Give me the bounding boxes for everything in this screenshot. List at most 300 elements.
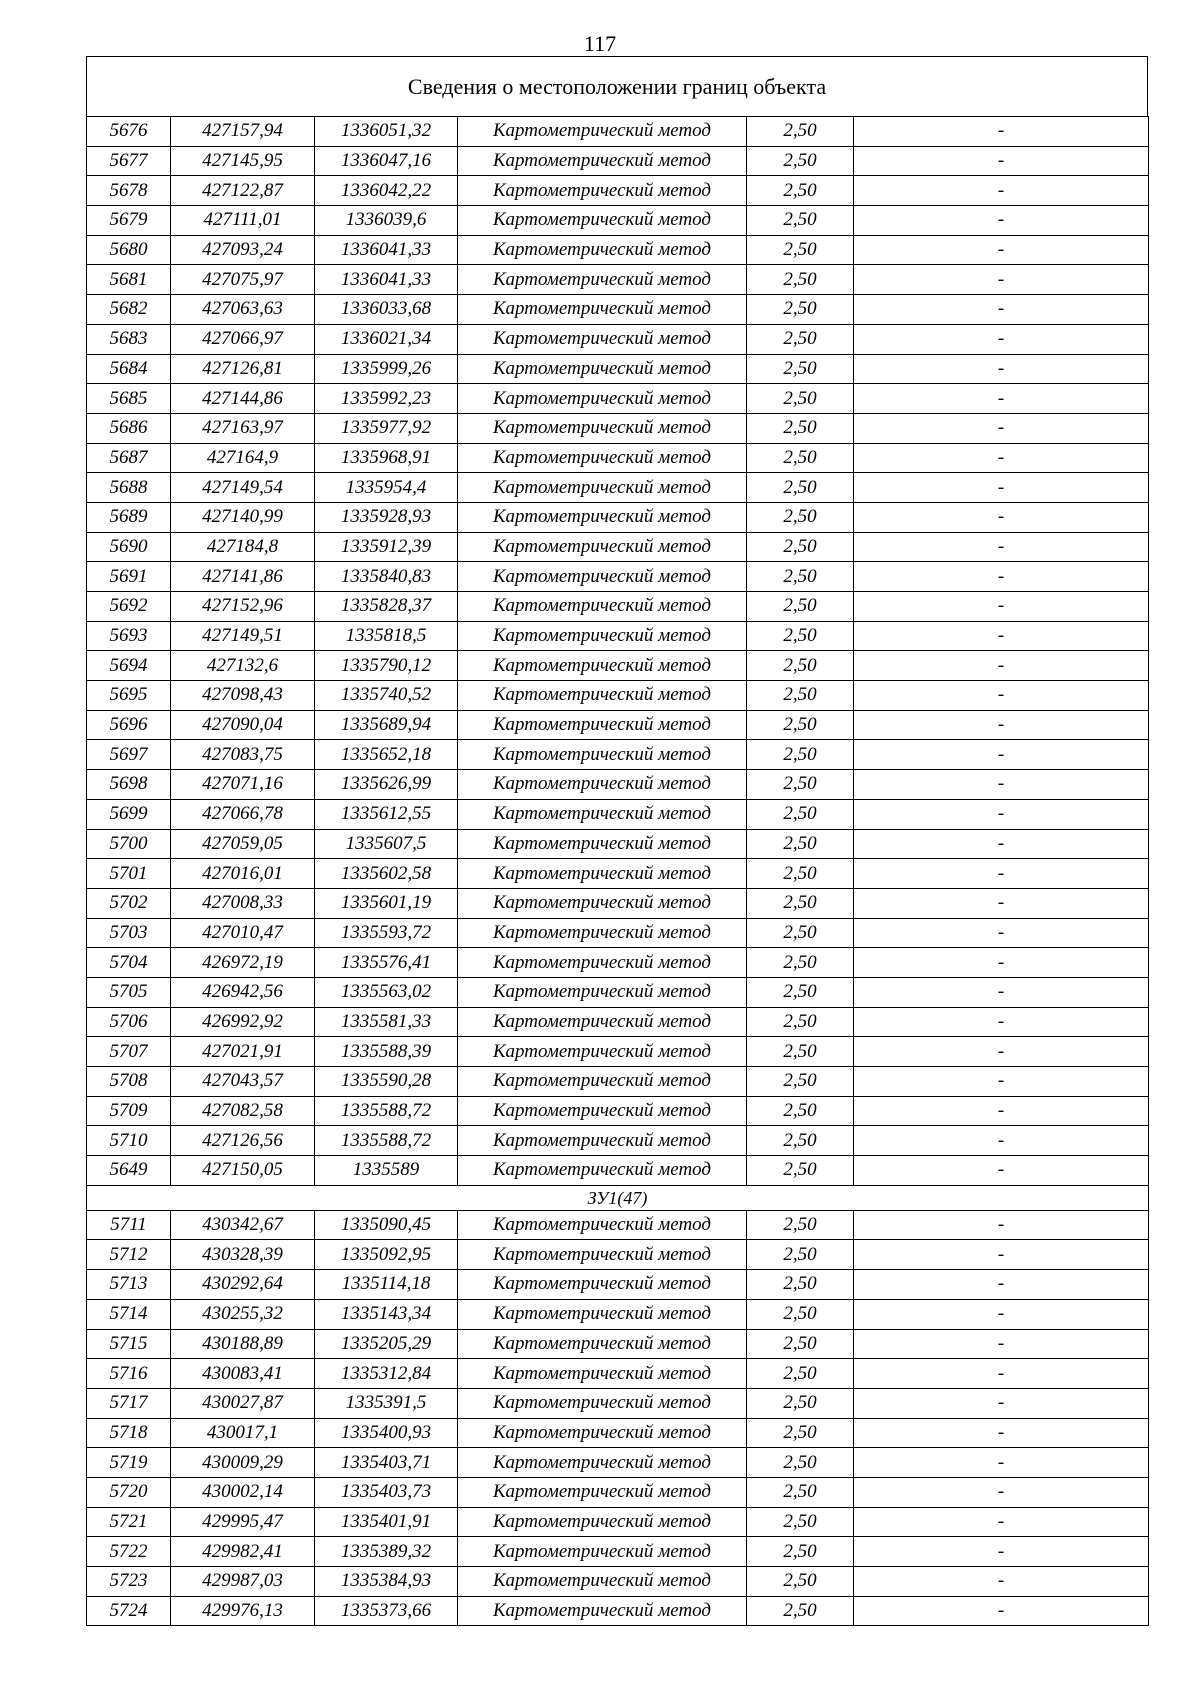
x-coordinate-cell: 430342,67 [171, 1210, 315, 1240]
point-number-cell: 5713 [87, 1270, 171, 1300]
method-cell: Картометрический метод [458, 621, 747, 651]
x-coordinate-cell: 429976,13 [171, 1596, 315, 1626]
y-coordinate-cell: 1335818,5 [315, 621, 458, 651]
y-coordinate-cell: 1335205,29 [315, 1329, 458, 1359]
method-cell: Картометрический метод [458, 859, 747, 889]
y-coordinate-cell: 1335581,33 [315, 1007, 458, 1037]
point-number-cell: 5680 [87, 235, 171, 265]
y-coordinate-cell: 1335588,39 [315, 1037, 458, 1067]
description-cell: - [854, 265, 1149, 295]
method-cell: Картометрический метод [458, 235, 747, 265]
method-cell: Картометрический метод [458, 1270, 747, 1300]
accuracy-cell: 2,50 [747, 117, 854, 147]
point-number-cell: 5678 [87, 176, 171, 206]
x-coordinate-cell: 427149,51 [171, 621, 315, 651]
description-cell: - [854, 1567, 1149, 1597]
method-cell: Картометрический метод [458, 473, 747, 503]
x-coordinate-cell: 427163,97 [171, 413, 315, 443]
method-cell: Картометрический метод [458, 799, 747, 829]
point-number-cell: 5649 [87, 1156, 171, 1186]
y-coordinate-cell: 1335828,37 [315, 592, 458, 622]
x-coordinate-cell: 427126,56 [171, 1126, 315, 1156]
accuracy-cell: 2,50 [747, 1418, 854, 1448]
x-coordinate-cell: 430009,29 [171, 1448, 315, 1478]
accuracy-cell: 2,50 [747, 1596, 854, 1626]
table-row [87, 651, 1149, 681]
table-row [87, 176, 1149, 206]
point-number-cell: 5687 [87, 443, 171, 473]
point-number-cell: 5685 [87, 384, 171, 414]
table-row [87, 740, 1149, 770]
accuracy-cell: 2,50 [747, 799, 854, 829]
table-row [87, 1156, 1149, 1186]
description-cell: - [854, 1388, 1149, 1418]
method-cell: Картометрический метод [458, 740, 747, 770]
y-coordinate-cell: 1335588,72 [315, 1096, 458, 1126]
method-cell: Картометрический метод [458, 1329, 747, 1359]
method-cell: Картометрический метод [458, 1448, 747, 1478]
accuracy-cell: 2,50 [747, 324, 854, 354]
description-cell: - [854, 1126, 1149, 1156]
accuracy-cell: 2,50 [747, 502, 854, 532]
accuracy-cell: 2,50 [747, 977, 854, 1007]
accuracy-cell: 2,50 [747, 592, 854, 622]
table-row [87, 681, 1149, 711]
point-number-cell: 5717 [87, 1388, 171, 1418]
y-coordinate-cell: 1335576,41 [315, 948, 458, 978]
x-coordinate-cell: 426992,92 [171, 1007, 315, 1037]
point-number-cell: 5710 [87, 1126, 171, 1156]
y-coordinate-cell: 1335607,5 [315, 829, 458, 859]
description-cell: - [854, 888, 1149, 918]
description-cell: - [854, 1096, 1149, 1126]
x-coordinate-cell: 427150,05 [171, 1156, 315, 1186]
accuracy-cell: 2,50 [747, 948, 854, 978]
x-coordinate-cell: 429987,03 [171, 1567, 315, 1597]
method-cell: Картометрический метод [458, 354, 747, 384]
method-cell: Картометрический метод [458, 1477, 747, 1507]
table-row [87, 621, 1149, 651]
y-coordinate-cell: 1335593,72 [315, 918, 458, 948]
x-coordinate-cell: 427157,94 [171, 117, 315, 147]
y-coordinate-cell: 1335928,93 [315, 502, 458, 532]
point-number-cell: 5688 [87, 473, 171, 503]
y-coordinate-cell: 1335312,84 [315, 1359, 458, 1389]
point-number-cell: 5676 [87, 117, 171, 147]
accuracy-cell: 2,50 [747, 384, 854, 414]
table-row [87, 948, 1149, 978]
method-cell: Картометрический метод [458, 710, 747, 740]
description-cell: - [854, 977, 1149, 1007]
x-coordinate-cell: 427063,63 [171, 295, 315, 325]
table-body [87, 117, 1149, 1626]
method-cell: Картометрический метод [458, 918, 747, 948]
y-coordinate-cell: 1336039,6 [315, 206, 458, 236]
point-number-cell: 5705 [87, 977, 171, 1007]
point-number-cell: 5708 [87, 1067, 171, 1097]
table-row [87, 918, 1149, 948]
description-cell: - [854, 1448, 1149, 1478]
table-row [87, 1418, 1149, 1448]
x-coordinate-cell: 427071,16 [171, 770, 315, 800]
x-coordinate-cell: 427066,78 [171, 799, 315, 829]
point-number-cell: 5724 [87, 1596, 171, 1626]
y-coordinate-cell: 1335840,83 [315, 562, 458, 592]
y-coordinate-cell: 1336051,32 [315, 117, 458, 147]
accuracy-cell: 2,50 [747, 1537, 854, 1567]
y-coordinate-cell: 1335999,26 [315, 354, 458, 384]
accuracy-cell: 2,50 [747, 1567, 854, 1597]
table-row [87, 532, 1149, 562]
accuracy-cell: 2,50 [747, 621, 854, 651]
x-coordinate-cell: 426942,56 [171, 977, 315, 1007]
description-cell: - [854, 681, 1149, 711]
accuracy-cell: 2,50 [747, 1240, 854, 1270]
x-coordinate-cell: 427075,97 [171, 265, 315, 295]
method-cell: Картометрический метод [458, 532, 747, 562]
accuracy-cell: 2,50 [747, 770, 854, 800]
description-cell: - [854, 1240, 1149, 1270]
accuracy-cell: 2,50 [747, 295, 854, 325]
accuracy-cell: 2,50 [747, 1507, 854, 1537]
method-cell: Картометрический метод [458, 1210, 747, 1240]
accuracy-cell: 2,50 [747, 1359, 854, 1389]
table-row [87, 206, 1149, 236]
y-coordinate-cell: 1335912,39 [315, 532, 458, 562]
method-cell: Картометрический метод [458, 206, 747, 236]
x-coordinate-cell: 430292,64 [171, 1270, 315, 1300]
accuracy-cell: 2,50 [747, 1329, 854, 1359]
x-coordinate-cell: 429982,41 [171, 1537, 315, 1567]
table-row [87, 1007, 1149, 1037]
y-coordinate-cell: 1335977,92 [315, 413, 458, 443]
x-coordinate-cell: 427141,86 [171, 562, 315, 592]
table-row [87, 592, 1149, 622]
section-row [87, 1185, 1149, 1210]
table-row [87, 324, 1149, 354]
point-number-cell: 5723 [87, 1567, 171, 1597]
point-number-cell: 5692 [87, 592, 171, 622]
table-row [87, 413, 1149, 443]
x-coordinate-cell: 427152,96 [171, 592, 315, 622]
accuracy-cell: 2,50 [747, 562, 854, 592]
method-cell: Картометрический метод [458, 265, 747, 295]
method-cell: Картометрический метод [458, 413, 747, 443]
accuracy-cell: 2,50 [747, 1037, 854, 1067]
x-coordinate-cell: 427093,24 [171, 235, 315, 265]
point-number-cell: 5700 [87, 829, 171, 859]
method-cell: Картометрический метод [458, 681, 747, 711]
method-cell: Картометрический метод [458, 1096, 747, 1126]
x-coordinate-cell: 427066,97 [171, 324, 315, 354]
table-row [87, 1448, 1149, 1478]
y-coordinate-cell: 1335740,52 [315, 681, 458, 711]
table-row [87, 888, 1149, 918]
x-coordinate-cell: 427008,33 [171, 888, 315, 918]
x-coordinate-cell: 427043,57 [171, 1067, 315, 1097]
method-cell: Картометрический метод [458, 1067, 747, 1097]
point-number-cell: 5679 [87, 206, 171, 236]
description-cell: - [854, 1270, 1149, 1300]
y-coordinate-cell: 1336041,33 [315, 265, 458, 295]
point-number-cell: 5706 [87, 1007, 171, 1037]
y-coordinate-cell: 1335143,34 [315, 1299, 458, 1329]
y-coordinate-cell: 1335790,12 [315, 651, 458, 681]
table-row [87, 1596, 1149, 1626]
description-cell: - [854, 1037, 1149, 1067]
x-coordinate-cell: 427132,6 [171, 651, 315, 681]
point-number-cell: 5697 [87, 740, 171, 770]
x-coordinate-cell: 427016,01 [171, 859, 315, 889]
table-row [87, 710, 1149, 740]
table-row [87, 1299, 1149, 1329]
method-cell: Картометрический метод [458, 1596, 747, 1626]
method-cell: Картометрический метод [458, 1359, 747, 1389]
x-coordinate-cell: 426972,19 [171, 948, 315, 978]
point-number-cell: 5690 [87, 532, 171, 562]
page-number: 117 [583, 31, 617, 56]
table-row [87, 295, 1149, 325]
description-cell: - [854, 295, 1149, 325]
y-coordinate-cell: 1335400,93 [315, 1418, 458, 1448]
point-number-cell: 5704 [87, 948, 171, 978]
description-cell: - [854, 859, 1149, 889]
description-cell: - [854, 473, 1149, 503]
y-coordinate-cell: 1335954,4 [315, 473, 458, 503]
y-coordinate-cell: 1335626,99 [315, 770, 458, 800]
description-cell: - [854, 1007, 1149, 1037]
x-coordinate-cell: 427098,43 [171, 681, 315, 711]
method-cell: Картометрический метод [458, 1418, 747, 1448]
method-cell: Картометрический метод [458, 1007, 747, 1037]
point-number-cell: 5684 [87, 354, 171, 384]
description-cell: - [854, 562, 1149, 592]
description-cell: - [854, 235, 1149, 265]
method-cell: Картометрический метод [458, 1567, 747, 1597]
description-cell: - [854, 770, 1149, 800]
point-number-cell: 5691 [87, 562, 171, 592]
y-coordinate-cell: 1335401,91 [315, 1507, 458, 1537]
description-cell: - [854, 1156, 1149, 1186]
accuracy-cell: 2,50 [747, 413, 854, 443]
description-cell: - [854, 117, 1149, 147]
x-coordinate-cell: 427021,91 [171, 1037, 315, 1067]
point-number-cell: 5701 [87, 859, 171, 889]
accuracy-cell: 2,50 [747, 1477, 854, 1507]
y-coordinate-cell: 1335968,91 [315, 443, 458, 473]
description-cell: - [854, 176, 1149, 206]
point-number-cell: 5711 [87, 1210, 171, 1240]
x-coordinate-cell: 427145,95 [171, 146, 315, 176]
y-coordinate-cell: 1335403,71 [315, 1448, 458, 1478]
description-cell: - [854, 651, 1149, 681]
point-number-cell: 5709 [87, 1096, 171, 1126]
accuracy-cell: 2,50 [747, 918, 854, 948]
description-cell: - [854, 1537, 1149, 1567]
point-number-cell: 5719 [87, 1448, 171, 1478]
point-number-cell: 5714 [87, 1299, 171, 1329]
description-cell: - [854, 206, 1149, 236]
x-coordinate-cell: 427090,04 [171, 710, 315, 740]
accuracy-cell: 2,50 [747, 354, 854, 384]
accuracy-cell: 2,50 [747, 1448, 854, 1478]
x-coordinate-cell: 430027,87 [171, 1388, 315, 1418]
table-row [87, 502, 1149, 532]
y-coordinate-cell: 1335391,5 [315, 1388, 458, 1418]
description-cell: - [854, 1507, 1149, 1537]
accuracy-cell: 2,50 [747, 235, 854, 265]
x-coordinate-cell: 427144,86 [171, 384, 315, 414]
x-coordinate-cell: 427059,05 [171, 829, 315, 859]
accuracy-cell: 2,50 [747, 1156, 854, 1186]
table-row [87, 770, 1149, 800]
y-coordinate-cell: 1335373,66 [315, 1596, 458, 1626]
description-cell: - [854, 829, 1149, 859]
point-number-cell: 5695 [87, 681, 171, 711]
point-number-cell: 5716 [87, 1359, 171, 1389]
description-cell: - [854, 710, 1149, 740]
method-cell: Картометрический метод [458, 502, 747, 532]
accuracy-cell: 2,50 [747, 1299, 854, 1329]
y-coordinate-cell: 1335403,73 [315, 1477, 458, 1507]
table-row [87, 354, 1149, 384]
table-row [87, 1096, 1149, 1126]
point-number-cell: 5696 [87, 710, 171, 740]
method-cell: Картометрический метод [458, 295, 747, 325]
accuracy-cell: 2,50 [747, 681, 854, 711]
description-cell: - [854, 1418, 1149, 1448]
x-coordinate-cell: 427083,75 [171, 740, 315, 770]
method-cell: Картометрический метод [458, 1299, 747, 1329]
point-number-cell: 5686 [87, 413, 171, 443]
method-cell: Картометрический метод [458, 1537, 747, 1567]
description-cell: - [854, 1210, 1149, 1240]
accuracy-cell: 2,50 [747, 1126, 854, 1156]
point-number-cell: 5683 [87, 324, 171, 354]
accuracy-cell: 2,50 [747, 651, 854, 681]
table-row [87, 799, 1149, 829]
point-number-cell: 5681 [87, 265, 171, 295]
point-number-cell: 5720 [87, 1477, 171, 1507]
description-cell: - [854, 324, 1149, 354]
point-number-cell: 5707 [87, 1037, 171, 1067]
accuracy-cell: 2,50 [747, 888, 854, 918]
y-coordinate-cell: 1335090,45 [315, 1210, 458, 1240]
y-coordinate-cell: 1336033,68 [315, 295, 458, 325]
x-coordinate-cell: 427164,9 [171, 443, 315, 473]
table-row [87, 1270, 1149, 1300]
y-coordinate-cell: 1335563,02 [315, 977, 458, 1007]
description-cell: - [854, 918, 1149, 948]
accuracy-cell: 2,50 [747, 176, 854, 206]
table-row [87, 384, 1149, 414]
table-title: Сведения о местоположении границ объекта [86, 56, 1148, 116]
x-coordinate-cell: 430002,14 [171, 1477, 315, 1507]
point-number-cell: 5694 [87, 651, 171, 681]
method-cell: Картометрический метод [458, 562, 747, 592]
y-coordinate-cell: 1336047,16 [315, 146, 458, 176]
table-row [87, 1359, 1149, 1389]
method-cell: Картометрический метод [458, 592, 747, 622]
method-cell: Картометрический метод [458, 829, 747, 859]
accuracy-cell: 2,50 [747, 740, 854, 770]
x-coordinate-cell: 427184,8 [171, 532, 315, 562]
accuracy-cell: 2,50 [747, 1388, 854, 1418]
table-row [87, 562, 1149, 592]
accuracy-cell: 2,50 [747, 265, 854, 295]
table-row [87, 1067, 1149, 1097]
method-cell: Картометрический метод [458, 651, 747, 681]
description-cell: - [854, 1359, 1149, 1389]
point-number-cell: 5699 [87, 799, 171, 829]
x-coordinate-cell: 430188,89 [171, 1329, 315, 1359]
y-coordinate-cell: 1335992,23 [315, 384, 458, 414]
x-coordinate-cell: 427111,01 [171, 206, 315, 236]
description-cell: - [854, 799, 1149, 829]
point-number-cell: 5703 [87, 918, 171, 948]
x-coordinate-cell: 427122,87 [171, 176, 315, 206]
table-row [87, 829, 1149, 859]
y-coordinate-cell: 1336041,33 [315, 235, 458, 265]
x-coordinate-cell: 427140,99 [171, 502, 315, 532]
y-coordinate-cell: 1335588,72 [315, 1126, 458, 1156]
table-row [87, 1240, 1149, 1270]
description-cell: - [854, 384, 1149, 414]
accuracy-cell: 2,50 [747, 532, 854, 562]
x-coordinate-cell: 427010,47 [171, 918, 315, 948]
description-cell: - [854, 532, 1149, 562]
method-cell: Картометрический метод [458, 770, 747, 800]
accuracy-cell: 2,50 [747, 859, 854, 889]
y-coordinate-cell: 1335689,94 [315, 710, 458, 740]
table-row [87, 1037, 1149, 1067]
method-cell: Картометрический метод [458, 977, 747, 1007]
accuracy-cell: 2,50 [747, 1270, 854, 1300]
method-cell: Картометрический метод [458, 1240, 747, 1270]
description-cell: - [854, 1067, 1149, 1097]
boundary-coordinates-table [86, 116, 1149, 1626]
table-row [87, 146, 1149, 176]
point-number-cell: 5702 [87, 888, 171, 918]
description-cell: - [854, 740, 1149, 770]
accuracy-cell: 2,50 [747, 473, 854, 503]
method-cell: Картометрический метод [458, 324, 747, 354]
y-coordinate-cell: 1336021,34 [315, 324, 458, 354]
section-label: ЗУ1(47) [87, 1185, 1149, 1210]
method-cell: Картометрический метод [458, 176, 747, 206]
accuracy-cell: 2,50 [747, 1096, 854, 1126]
method-cell: Картометрический метод [458, 1037, 747, 1067]
method-cell: Картометрический метод [458, 1126, 747, 1156]
point-number-cell: 5677 [87, 146, 171, 176]
x-coordinate-cell: 430017,1 [171, 1418, 315, 1448]
y-coordinate-cell: 1335601,19 [315, 888, 458, 918]
x-coordinate-cell: 430328,39 [171, 1240, 315, 1270]
x-coordinate-cell: 430255,32 [171, 1299, 315, 1329]
y-coordinate-cell: 1335652,18 [315, 740, 458, 770]
accuracy-cell: 2,50 [747, 206, 854, 236]
table-row [87, 1477, 1149, 1507]
table-row [87, 265, 1149, 295]
accuracy-cell: 2,50 [747, 710, 854, 740]
point-number-cell: 5698 [87, 770, 171, 800]
table-row [87, 1537, 1149, 1567]
description-cell: - [854, 592, 1149, 622]
point-number-cell: 5712 [87, 1240, 171, 1270]
point-number-cell: 5721 [87, 1507, 171, 1537]
table-row [87, 473, 1149, 503]
boundary-table-container [86, 56, 1148, 1626]
